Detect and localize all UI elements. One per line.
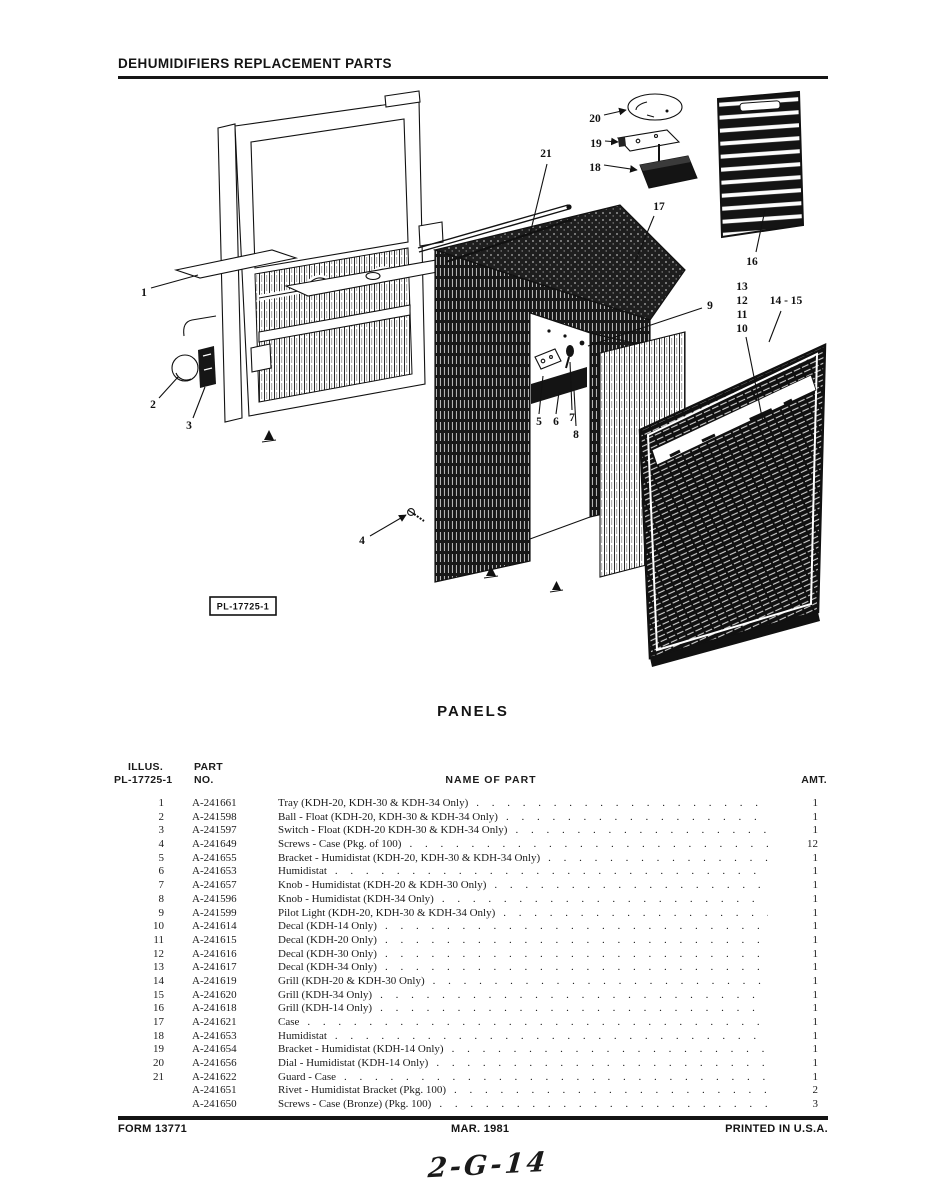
illus-number: 4 [158,838,164,851]
callout-label: 2 [150,399,156,411]
part-name: Switch - Float (KDH-20 KDH-30 & KDH-34 Only) [278,824,508,837]
illus-number: 10 [153,920,164,933]
dot-leader [307,1016,768,1029]
part-name: Decal (KDH-30 Only) [278,947,377,960]
table-row [118,893,828,907]
part-name-cell [278,1002,774,1016]
footer [118,1123,828,1135]
section-title: PANELS [437,703,509,720]
illus-number: 6 [158,865,164,878]
ball-float-part [172,355,198,381]
dot-leader [385,948,768,961]
part-name: Guard - Case [278,1070,337,1083]
part-name: Rivet - Humidistat Bracket (Pkg. 100) [278,1084,447,1097]
part-name: Dial - Humidistat (KDH-14 Only) [278,1057,429,1070]
part-amount: 1 [812,947,818,960]
part-amount: 1 [812,1002,818,1015]
dot-leader [548,852,768,865]
part-number: A-241655 [192,851,237,864]
part-number: A-241616 [192,947,237,960]
part-name-cell [278,1043,774,1057]
callout-label: 21 [540,148,552,160]
table-row [118,879,828,893]
part-number: A-241618 [192,1002,237,1015]
part-number: A-241657 [192,879,237,892]
part-name-cell [278,1057,774,1071]
illus-number: 12 [153,947,164,960]
dot-leader [344,1071,768,1084]
part-number: A-241619 [192,974,237,987]
part-name-cell [278,948,774,962]
illus-number: 14 [153,974,164,987]
illus-number: 20 [153,1057,164,1070]
dot-leader [452,1043,768,1056]
table-row [118,975,828,989]
callout-label: 5 [536,416,542,428]
dot-leader [385,961,768,974]
grill-part [718,92,803,237]
part-number: A-241654 [192,1043,237,1056]
illus-number: 19 [153,1043,164,1056]
dot-leader [335,865,768,878]
dial-part [628,94,682,120]
part-amount: 1 [812,920,818,933]
part-number: A-241597 [192,824,237,837]
part-name: Knob - Humidistat (KDH-34 Only) [278,892,434,905]
part-number: A-241598 [192,810,237,823]
part-number: A-241649 [192,838,237,851]
part-amount: 3 [812,1098,818,1111]
illus-number: 5 [158,851,164,864]
footer-printed: PRINTED IN U.S.A. [725,1123,828,1135]
callout-label: 17 [653,201,665,213]
part-name: Grill (KDH-14 Only) [278,1002,373,1015]
part-amount: 12 [807,838,818,851]
table-row [118,989,828,1003]
dot-leader [409,838,768,851]
part-number: A-241615 [192,933,237,946]
part-name: Decal (KDH-14 Only) [278,920,377,933]
float-switch-part [198,346,216,388]
part-name-cell [278,920,774,934]
callout-label: 11 [736,309,748,321]
table-row [118,865,828,879]
table-row [118,961,828,975]
plate-label [210,597,276,615]
illus-number: 11 [153,933,164,946]
part-name-cell [278,824,774,838]
dot-leader [380,1002,768,1015]
part-number: A-241621 [192,1016,237,1028]
part-name-cell [278,879,774,893]
table-row [118,1016,828,1030]
callout-label: 20 [589,113,601,125]
illus-number: 15 [153,988,164,1001]
dot-leader [506,811,768,824]
dot-leader [380,989,768,1002]
part-amount: 1 [812,974,818,987]
part-name: Humidistat [278,865,327,878]
float-assembly [172,316,216,388]
illus-number: 7 [158,879,164,892]
illus-number: 21 [153,1070,164,1083]
part-amount: 1 [812,824,818,837]
dot-leader [476,797,768,810]
part-name: Humidistat [278,1029,327,1042]
table-row [118,1071,828,1085]
part-name: Grill (KDH-20 & KDH-30 Only) [278,974,425,987]
humidistat-stack [618,94,697,188]
bracket-part [618,130,679,151]
dot-leader [442,893,768,906]
part-name-cell [278,1071,774,1085]
table-row [118,1057,828,1071]
pilot-light-part [580,341,585,346]
table-row [118,1002,828,1016]
table-row [118,1098,828,1112]
dot-leader [385,920,768,933]
part-amount: 1 [812,1016,818,1028]
part-name: Decal (KDH-20 Only) [278,933,377,946]
dot-leader [385,934,768,947]
part-amount: 2 [812,1084,818,1097]
parts-table [114,760,828,1112]
part-name-cell [278,1030,774,1044]
dot-leader [436,1057,768,1070]
part-number: A-241620 [192,988,237,1001]
col-header-part-no: NO. [194,774,214,786]
part-name-cell [278,852,774,866]
callout-label: 19 [590,138,602,150]
part-name: Tray (KDH-20, KDH-30 & KDH-34 Only) [278,797,469,809]
illus-number: 8 [158,892,164,905]
part-name-cell [278,1098,774,1112]
header-rule [118,76,828,79]
col-header-name: NAME OF PART [445,774,537,786]
illus-number: 18 [153,1029,164,1042]
screw-mark [264,430,274,440]
part-name: Grill (KDH-34 Only) [278,988,373,1001]
illus-number: 13 [153,961,164,974]
table-row [118,1043,828,1057]
part-number: A-241614 [192,920,237,933]
illus-number: 16 [153,1002,164,1015]
part-amount: 1 [812,797,818,809]
footer-form-number: FORM 13771 [118,1123,188,1135]
page-title: DEHUMIDIFIERS REPLACEMENT PARTS [118,56,392,71]
callout-label: 1 [141,287,147,299]
part-number: A-241617 [192,961,237,974]
callout-label: 14 - 15 [769,295,803,307]
part-name: Pilot Light (KDH-20, KDH-30 & KDH-34 Only) [278,906,496,919]
part-number: A-241596 [192,892,237,905]
part-name-cell [278,1016,774,1030]
part-amount: 1 [812,879,818,892]
callout-label: 12 [736,295,748,307]
part-name-cell [278,797,774,811]
part-amount: 1 [812,933,818,946]
part-number: A-241653 [192,865,237,878]
part-name-cell [278,975,774,989]
part-name-cell [278,893,774,907]
dot-leader [433,975,768,988]
humidistat-knob-part [566,345,574,357]
illus-number: 1 [158,797,164,809]
part-amount: 1 [812,961,818,974]
part-number: A-241599 [192,906,237,919]
table-rows [118,797,828,1112]
part-number: A-241656 [192,1057,237,1070]
table-row [118,811,828,825]
footer-date: MAR. 1981 [451,1123,510,1135]
part-amount: 1 [812,810,818,823]
table-row [118,948,828,962]
col-header-plate: PL-17725-1 [114,774,173,786]
table-row [118,934,828,948]
part-name: Decal (KDH-34 Only) [278,961,377,974]
case-screw-part [408,509,424,521]
part-number: A-241661 [192,797,237,809]
table-row [118,907,828,921]
part-name-cell [278,961,774,975]
dot-leader [454,1084,768,1097]
part-name-cell [278,811,774,825]
part-amount: 1 [812,906,818,919]
part-number: A-241622 [192,1070,237,1083]
callout-label: 16 [746,256,758,268]
part-number: A-241651 [192,1084,237,1097]
table-row [118,797,828,811]
footer-rule [118,1116,828,1120]
part-amount: 1 [812,892,818,905]
table-row [118,838,828,852]
table-row [118,1030,828,1044]
part-amount: 1 [812,1070,818,1083]
part-name: Knob - Humidistat (KDH-20 & KDH-30 Only) [278,879,487,892]
plate-label-text: PL-17725-1 [216,601,270,612]
illus-number: 3 [158,824,164,837]
dot-leader [335,1030,768,1043]
part-amount: 1 [812,865,818,878]
callout-label: 10 [736,323,748,335]
part-name: Screws - Case (Pkg. of 100) [278,838,402,851]
part-amount: 1 [812,1029,818,1042]
col-header-illus: ILLUS. [128,761,164,773]
part-name-cell [278,865,774,879]
illus-number: 2 [158,810,164,823]
callout-label: 6 [553,416,559,428]
part-name-cell [278,1084,774,1098]
part-name: Bracket - Humidistat (KDH-20, KDH-30 & KDH-34 Only) [278,851,541,864]
part-name: Bracket - Humidistat (KDH-14 Only) [278,1043,444,1056]
part-name-cell [278,838,774,852]
part-amount: 1 [812,988,818,1001]
table-row [118,1084,828,1098]
table-row [118,852,828,866]
dot-leader [515,824,768,837]
dot-leader [494,879,768,892]
part-amount: 1 [812,1057,818,1070]
part-name-cell [278,934,774,948]
table-row [118,920,828,934]
chassis-assembly [176,91,470,442]
part-number: A-241653 [192,1029,237,1042]
part-name-cell [278,907,774,921]
part-name: Screws - Case (Bronze) (Pkg. 100) [278,1098,432,1111]
callout-label: 7 [569,412,575,424]
handwritten-page-number: 2-G-14 [426,1146,550,1185]
illus-number: 17 [153,1016,164,1028]
part-name-cell [278,989,774,1003]
part-number: A-241650 [192,1098,237,1111]
dot-leader [503,907,768,920]
part-amount: 1 [812,851,818,864]
exploded-parts-diagram [118,84,828,696]
illus-number: 9 [158,906,164,919]
col-header-amt: AMT. [801,774,827,786]
part-name: Case [278,1016,300,1028]
callout-label: 4 [359,535,365,547]
col-header-part: PART [194,761,224,773]
table-header [114,760,828,792]
dot-leader [439,1098,768,1111]
callout-label: 18 [589,162,601,174]
callout-label: 9 [707,300,713,312]
callout-label: 3 [186,420,192,432]
callout-label: 13 [736,281,748,293]
table-row [118,824,828,838]
part-amount: 1 [812,1043,818,1056]
part-name: Ball - Float (KDH-20, KDH-30 & KDH-34 Only) [278,810,498,823]
callout-label: 8 [573,429,579,441]
